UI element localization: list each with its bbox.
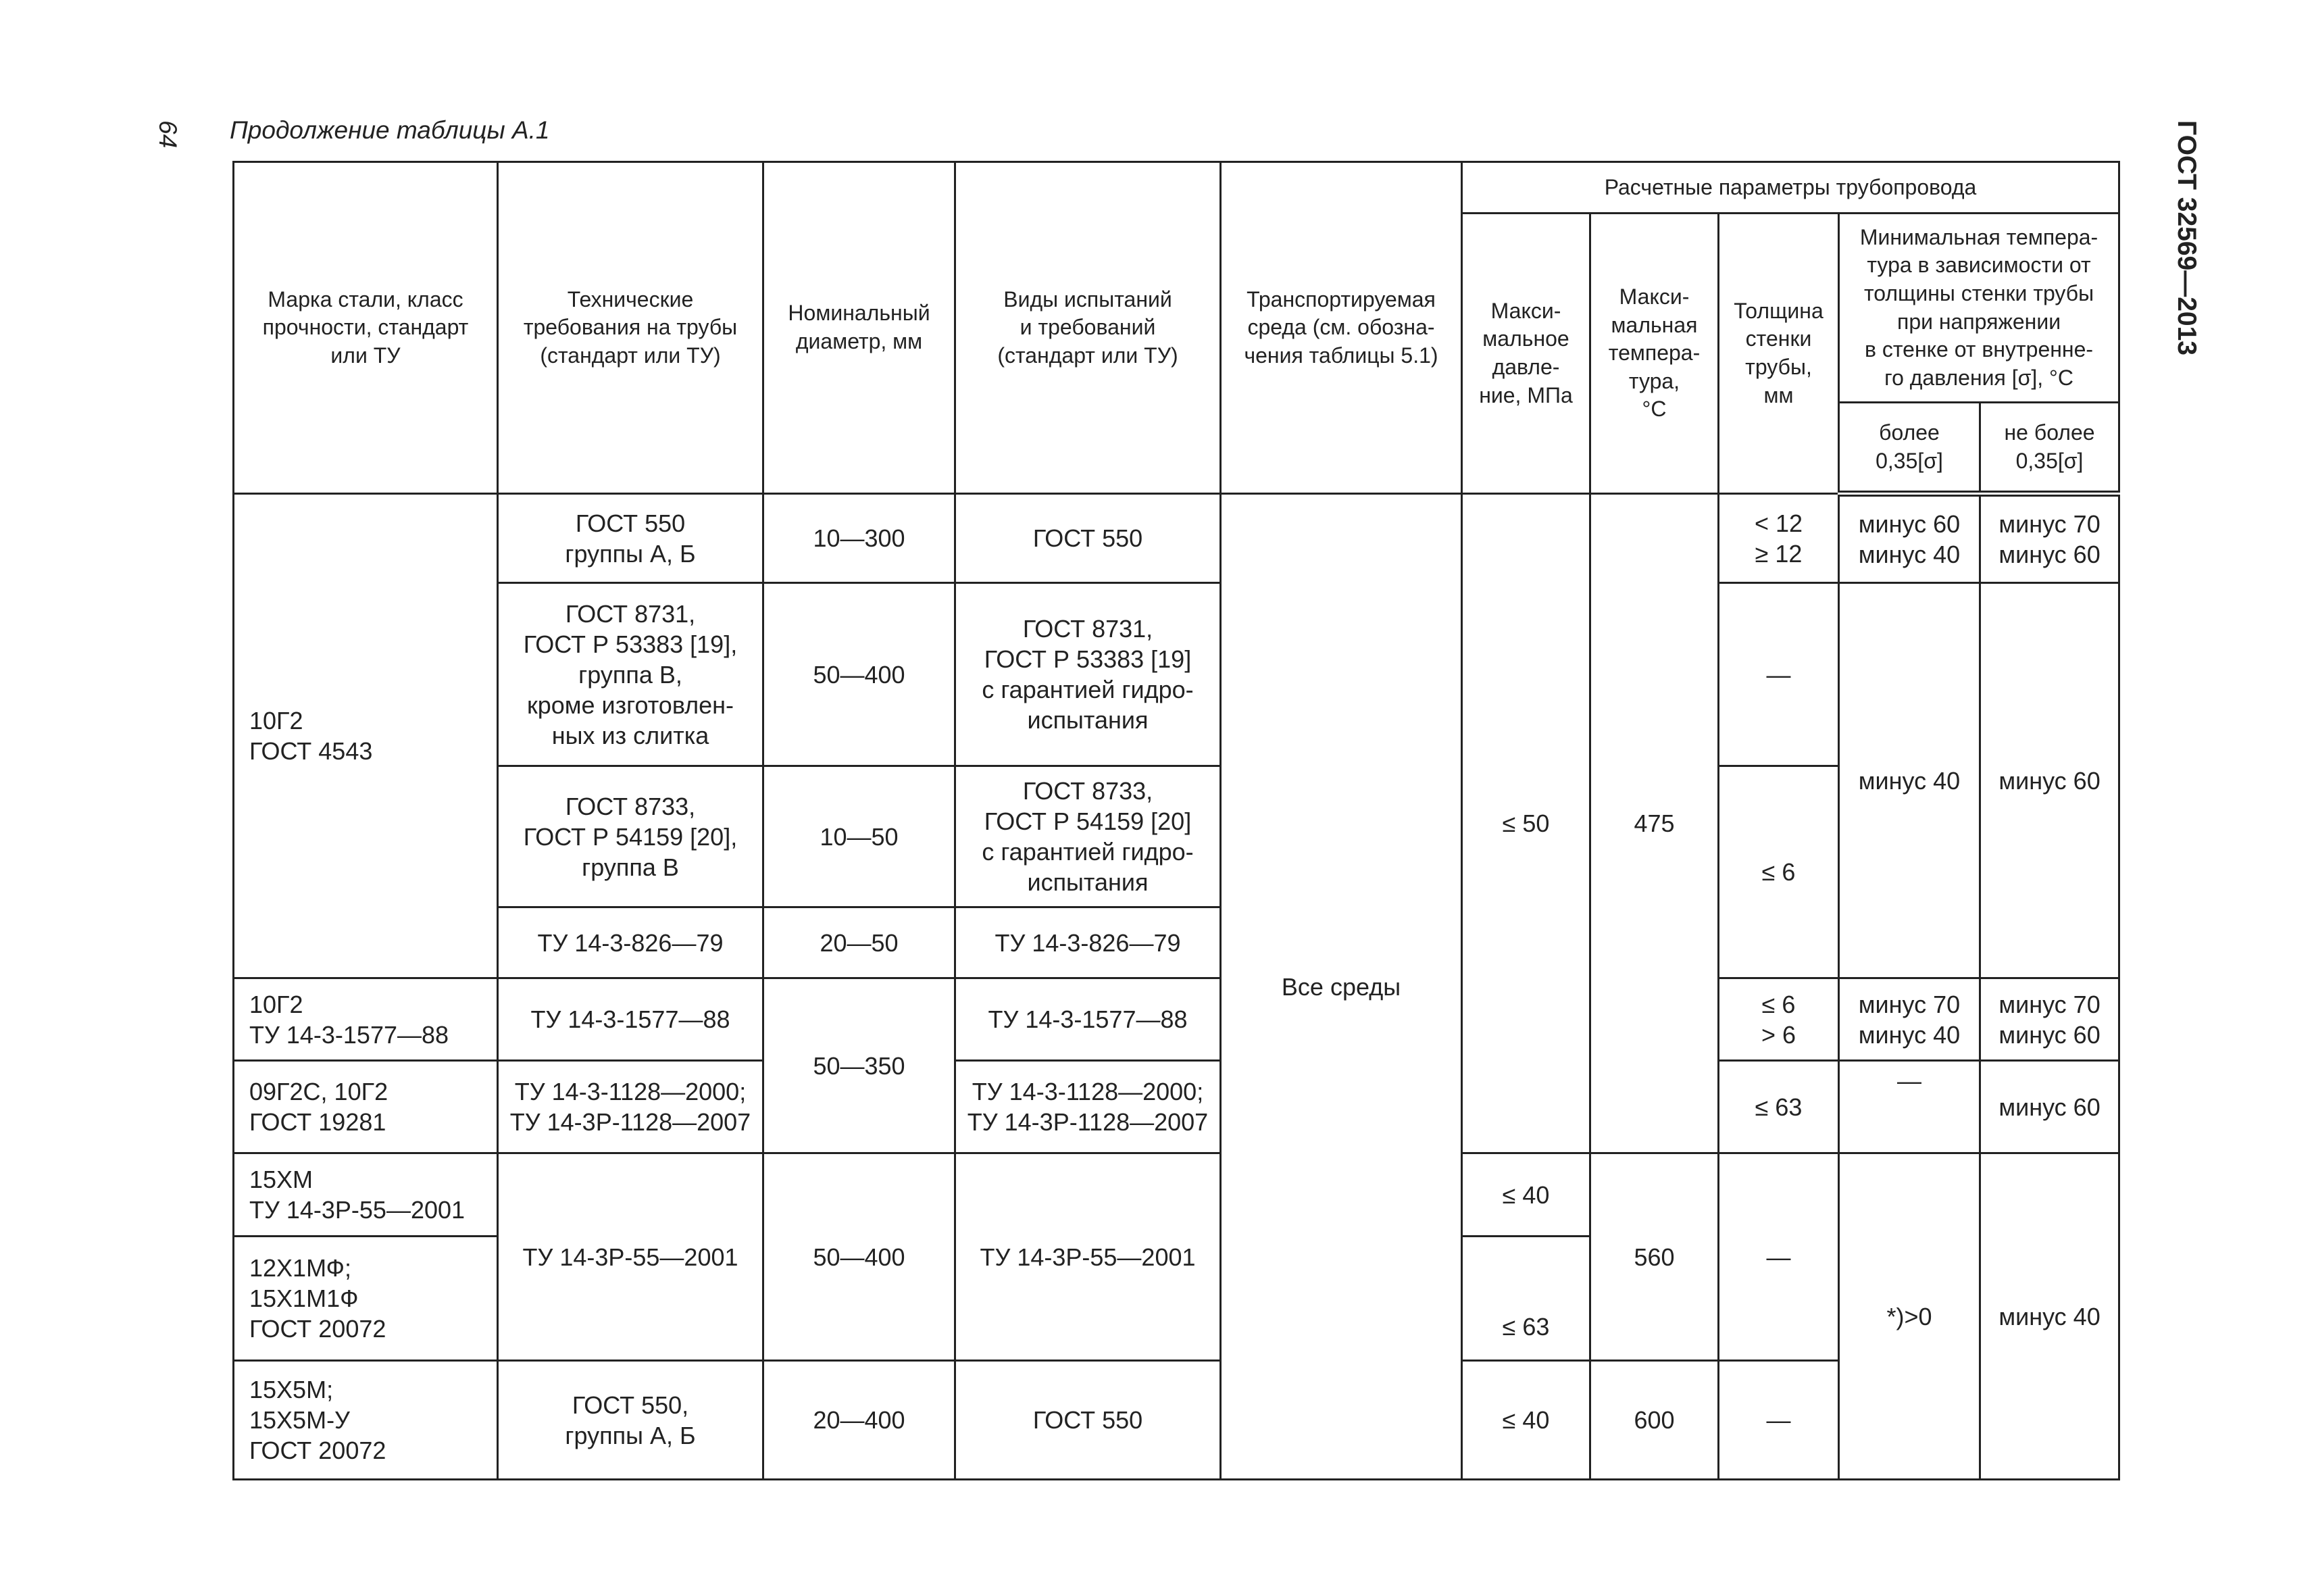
tech-cell: ГОСТ 550 группы А, Б bbox=[498, 494, 763, 583]
thickness-cell: ≤ 6 bbox=[1719, 766, 1839, 978]
tests-cell: ГОСТ 550 bbox=[955, 494, 1221, 583]
table-row bbox=[234, 1361, 2119, 1480]
thickness-cell: — bbox=[1719, 1153, 1839, 1361]
table-row bbox=[234, 494, 2119, 583]
header-medium: Транспортируемая среда (см. обозна- чения таблицы 5.1) bbox=[1221, 162, 1462, 494]
standard-code: ГОСТ 32569—2013 bbox=[2172, 120, 2201, 355]
header-tests: Виды испытаний и требований (стандарт или ТУ) bbox=[955, 162, 1221, 494]
header-min-temp: Минимальная темпера- тура в зависимости от толщины стенки трубы при напряжении в стенке от внутренне- го давления [σ], °С bbox=[1839, 214, 2119, 403]
thickness-cell: — bbox=[1719, 1361, 1839, 1480]
thickness-cell: ≤ 6 > 6 bbox=[1719, 978, 1839, 1061]
diameter-cell: 10—50 bbox=[763, 766, 955, 907]
steel-pipes-table bbox=[232, 161, 2120, 1480]
header-tech-req: Технические требования на трубы (стандарт или ТУ) bbox=[498, 162, 763, 494]
min-temp-not-more-cell: минус 40 bbox=[1980, 1153, 2119, 1480]
min-temp-not-more-cell: минус 70 минус 60 bbox=[1980, 494, 2119, 583]
tech-cell: ТУ 14-3-1577—88 bbox=[498, 978, 763, 1061]
min-temp-more-cell: минус 70 минус 40 bbox=[1839, 978, 1980, 1061]
tech-cell: ГОСТ 8731, ГОСТ Р 53383 [19], группа В, кроме изготовлен- ных из слитка bbox=[498, 583, 763, 766]
tests-cell: ГОСТ 8733, ГОСТ Р 54159 [20] с гарантией гидро- испытания bbox=[955, 766, 1221, 907]
thickness-cell: — bbox=[1839, 1061, 1980, 1153]
tests-cell: ГОСТ 8731, ГОСТ Р 53383 [19] с гарантией гидро- испытания bbox=[955, 583, 1221, 766]
table-row bbox=[234, 1153, 2119, 1237]
tests-cell: ТУ 14-3Р-55—2001 bbox=[955, 1153, 1221, 1361]
tech-cell: ТУ 14-3Р-55—2001 bbox=[498, 1153, 763, 1361]
tech-cell: ГОСТ 8733, ГОСТ Р 54159 [20], группа В bbox=[498, 766, 763, 907]
diameter-cell: 50—350 bbox=[763, 978, 955, 1153]
table-row bbox=[234, 766, 2119, 907]
diameter-cell: 20—400 bbox=[763, 1361, 955, 1480]
tests-cell: ТУ 14-3-1128—2000; ТУ 14-3Р-1128—2007 bbox=[955, 1061, 1221, 1153]
header-pressure: Макси- мальное давле- ние, МПа bbox=[1462, 214, 1590, 494]
diameter-cell: 20—50 bbox=[763, 907, 955, 978]
header-diameter: Номинальный диаметр, мм bbox=[763, 162, 955, 494]
header-row-1 bbox=[234, 162, 2119, 214]
tech-cell: ГОСТ 550, группы А, Б bbox=[498, 1361, 763, 1480]
steel-cell: 10Г2 ГОСТ 4543 bbox=[234, 494, 498, 978]
temperature-cell: 560 bbox=[1590, 1153, 1719, 1361]
header-thickness: Толщина стенки трубы, мм bbox=[1719, 214, 1839, 494]
table-caption: Продолжение таблицы А.1 bbox=[230, 116, 550, 144]
tests-cell: ТУ 14-3-1577—88 bbox=[955, 978, 1221, 1061]
steel-cell: 15ХМ ТУ 14-3Р-55—2001 bbox=[234, 1153, 498, 1237]
min-temp-not-more-cell: минус 60 bbox=[1980, 583, 2119, 978]
table-row bbox=[234, 583, 2119, 766]
thickness-cell: — bbox=[1719, 583, 1839, 766]
header-steel: Марка стали, класс прочности, стандарт или ТУ bbox=[234, 162, 498, 494]
diameter-cell: 50—400 bbox=[763, 583, 955, 766]
table-row bbox=[234, 978, 2119, 1061]
pressure-cell: ≤ 50 bbox=[1462, 494, 1590, 1153]
diameter-cell: 10—300 bbox=[763, 494, 955, 583]
pressure-cell: ≤ 63 bbox=[1719, 1061, 1839, 1153]
tech-cell: ТУ 14-3-826—79 bbox=[498, 907, 763, 978]
steel-cell: 09Г2С, 10Г2 ГОСТ 19281 bbox=[234, 1061, 498, 1153]
tech-cell: ТУ 14-3-1128—2000; ТУ 14-3Р-1128—2007 bbox=[498, 1061, 763, 1153]
medium-cell: Все среды bbox=[1221, 494, 1462, 1480]
min-temp-not-more-cell: минус 70 минус 60 bbox=[1980, 978, 2119, 1061]
page-number: 64 bbox=[154, 120, 182, 149]
steel-cell: 15Х5М; 15Х5М-У ГОСТ 20072 bbox=[234, 1361, 498, 1480]
temperature-cell: 475 bbox=[1590, 494, 1719, 1153]
header-more: более 0,35[σ] bbox=[1839, 403, 1980, 494]
min-temp-more-cell: *)>0 bbox=[1839, 1153, 1980, 1480]
tests-cell: ГОСТ 550 bbox=[955, 1361, 1221, 1480]
pressure-cell: ≤ 63 bbox=[1462, 1237, 1590, 1361]
table-row bbox=[234, 1061, 2119, 1153]
pressure-cell: ≤ 40 bbox=[1462, 1153, 1590, 1237]
header-group: Расчетные параметры трубопровода bbox=[1462, 162, 2119, 214]
min-temp-more-cell: минус 60 bbox=[1980, 1061, 2119, 1153]
steel-cell: 10Г2 ТУ 14-3-1577—88 bbox=[234, 978, 498, 1061]
min-temp-more-cell: минус 40 bbox=[1839, 583, 1980, 978]
diameter-cell: 50—400 bbox=[763, 1153, 955, 1361]
tests-cell: ТУ 14-3-826—79 bbox=[955, 907, 1221, 978]
header-not-more: не более 0,35[σ] bbox=[1980, 403, 2119, 494]
steel-cell: 12Х1МФ; 15Х1М1Ф ГОСТ 20072 bbox=[234, 1237, 498, 1361]
header-temperature: Макси- мальная темпера- тура, °С bbox=[1590, 214, 1719, 494]
min-temp-more-cell: минус 60 минус 40 bbox=[1839, 494, 1980, 583]
thickness-cell: < 12 ≥ 12 bbox=[1719, 494, 1839, 583]
pressure-cell: ≤ 40 bbox=[1462, 1361, 1590, 1480]
temperature-cell: 600 bbox=[1590, 1361, 1719, 1480]
